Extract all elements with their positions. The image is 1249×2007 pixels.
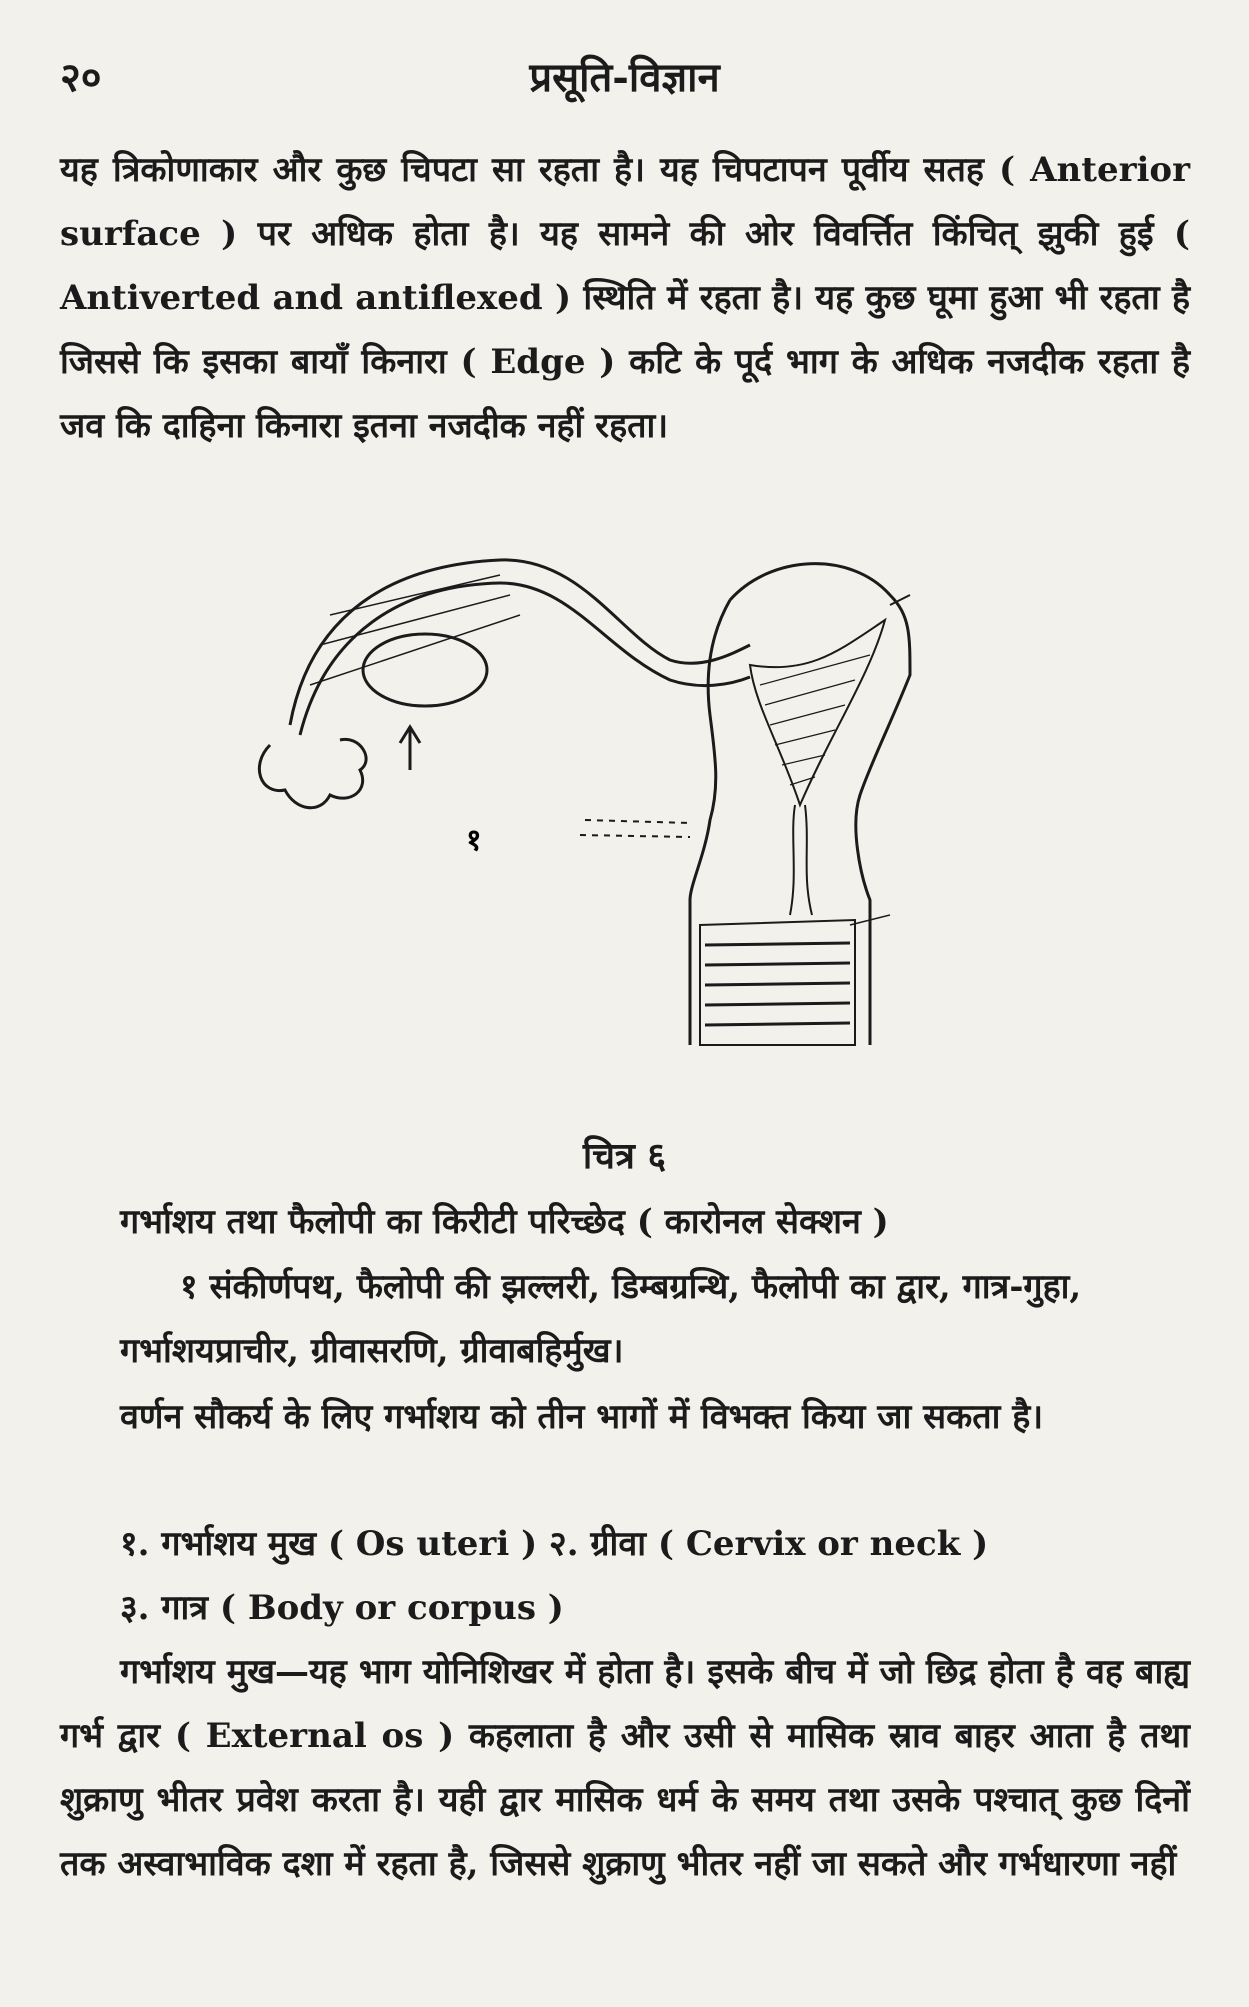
running-title: प्रसूति-विज्ञान	[529, 54, 720, 101]
figure-caption: गर्भाशय तथा फैलोपी का किरीटी परिच्छेद ( कारोनल सेक्शन )	[120, 1202, 889, 1242]
cervical-canal	[790, 805, 812, 915]
page-header	[60, 48, 1189, 108]
parts-list-line-2: ३. गात्र ( Body or corpus )	[120, 1588, 564, 1628]
fimbriae	[259, 739, 366, 807]
page-number: २०	[60, 54, 102, 101]
paragraph-1: यह त्रिकोणाकार और कुछ चिपटा सा रहता है। यह चिपटापन पूर्वीय सतह ( Anterior surface ) पर अधिक होता है। यह सामने की ओर विवर्त्तित किंचित् झुकी हुई ( Antiverted and antiflexed ) स्थिति में रहता है। यह कुछ घूमा हुआ भी रहता है जिससे कि इसका बायाँ किनारा ( Edge ) कटि के पूर्द भाग के अधिक नजदीक रहता है जव कि दाहिना किनारा इतना नजदीक नहीं रहता।	[60, 150, 1190, 446]
paragraph-3-text: —यह भाग योनिशिखर में होता है। इसके बीच में जो छिद्र होता है वह बाह्य गर्भ द्वार ( External os ) कहलाता है और उसी से मासिक स्राव बाहर आता है तथा शुक्राणु भीतर प्रवेश करता है। यही द्वार मासिक धर्म के समय तथा उसके पश्चात् कुछ दिनों तक अस्वाभाविक दशा में रहता है, जिससे शुक्राणु भीतर नहीं जा सकते और गर्भधारणा नहीं	[60, 1652, 1191, 1884]
ovary	[363, 634, 487, 706]
paragraph-2: वर्णन सौकर्य के लिए गर्भाशय को तीन भागों में विभक्त किया जा सकता है।	[120, 1397, 1044, 1437]
figure-title: चित्र ६	[582, 1135, 667, 1177]
figure-label-1: १	[466, 823, 482, 858]
ovary-arrow	[400, 727, 420, 770]
paragraph-3	[60, 1640, 1190, 1896]
paragraph-3-lead: गर्भाशय मुख	[120, 1652, 275, 1692]
uterus-diagram	[250, 555, 980, 1095]
parts-list-line-1: १. गर्भाशय मुख ( Os uteri ) २. ग्रीवा ( Cervix or neck )	[120, 1524, 989, 1564]
figure-legend: १ संकीर्णपथ, फैलोपी की झल्लरी, डिम्बग्रन्थि, फैलोपी का द्वार, गात्र-गुहा, गर्भाशयप्राचीर, ग्रीवासरणि, ग्रीवाबहिर्मुख।	[120, 1267, 1082, 1371]
